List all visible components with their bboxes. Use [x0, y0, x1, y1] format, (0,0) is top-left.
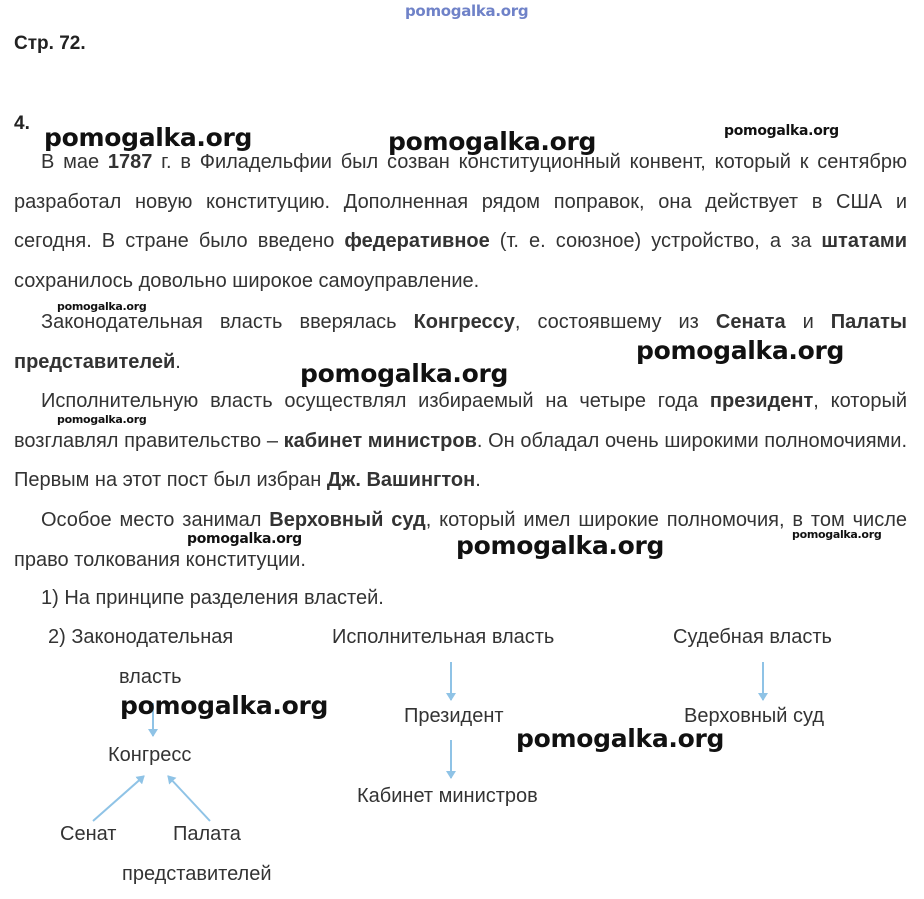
p3-text-2: , который возглавлял правительство – [14, 390, 907, 452]
watermark-9: pomogalka.org [456, 531, 665, 560]
diagram-judicial: Судебная власть [673, 626, 832, 648]
p3-text-1: Исполнительную власть осуществлял избираемый на четыре года [41, 390, 710, 412]
page-label: Стр. 72. [14, 33, 86, 54]
watermark-2: pomogalka.org [388, 127, 597, 156]
answer-1: 1) На принципе разделения властей. [41, 587, 384, 609]
p3-text-4: . [475, 469, 481, 491]
p4-text-1: Особое место занимал [41, 509, 270, 531]
diagram-congress: Конгресс [108, 744, 192, 766]
p1-text-3: (т. е. союзное) устройство, а за [489, 230, 822, 252]
watermark-6: pomogalka.org [300, 359, 509, 388]
p4-text-2: , который имел широкие полномочия, в том числе право толкования конституции. [14, 509, 907, 571]
diagram-executive: Исполнительная власть [332, 626, 555, 648]
watermark-5: pomogalka.org [636, 336, 845, 365]
p2-text-4: . [175, 350, 181, 373]
arrow-senate-to-congress [93, 776, 144, 821]
p2-bold-senate: Сената [715, 311, 786, 333]
watermark-12: pomogalka.org [516, 724, 725, 753]
p3-bold-president: президент [709, 390, 814, 412]
p1-text-1: В мае [41, 151, 108, 173]
diagram-legislative-line2: власть [119, 666, 182, 688]
p2-bold-congress: Конгрессу [413, 311, 515, 333]
p2-bold-house: Палаты представителей [14, 311, 907, 373]
watermark-11: pomogalka.org [120, 691, 329, 720]
p3-bold-washington: Дж. Вашингтон [326, 469, 476, 491]
p1-text-2: г. в Филадельфии был созван конституционный конвент, который к сентябрю разработал новую конституцию. Дополненная рядом поправок, она действует в США и сегодня. В стране было введено [14, 151, 908, 252]
watermark-top: pomogalka.org [405, 2, 529, 20]
p1-text-4: сохранилось довольно широкое самоуправление. [14, 269, 480, 292]
p2-text-2: , состоявшему из [514, 311, 716, 333]
watermark-10: pomogalka.org [792, 528, 882, 541]
p2-text-3: и [785, 311, 831, 333]
watermark-4: pomogalka.org [57, 300, 147, 313]
p2-text-1: Законодательная власть вверялась [41, 311, 414, 333]
task-number: 4. [14, 113, 30, 134]
p1-bold-states: штатами [821, 230, 907, 252]
p4-bold-supreme-court: Верховный суд [269, 509, 426, 531]
p1-bold-year: 1787 [107, 151, 153, 173]
p1-bold-federative: федеративное [344, 230, 490, 252]
diagram-supreme-court: Верховный суд [684, 705, 825, 727]
watermark-3: pomogalka.org [724, 123, 839, 139]
p3-text-3: . Он обладал очень широкими полномочиями. Первым на этот пост был избран [14, 429, 907, 491]
arrow-house-to-congress [168, 776, 210, 821]
diagram-house-line2: представителей [122, 863, 272, 885]
diagram-house-line1: Палата [173, 823, 241, 845]
watermark-7: pomogalka.org [57, 413, 147, 426]
diagram-cabinet: Кабинет министров [357, 785, 538, 807]
diagram-senate: Сенат [60, 823, 117, 845]
watermark-1: pomogalka.org [44, 123, 253, 152]
p3-bold-cabinet: кабинет министров [283, 429, 477, 452]
diagram-legislative-line1: 2) Законодательная [48, 626, 234, 648]
watermark-8: pomogalka.org [187, 531, 302, 547]
diagram-president: Президент [404, 705, 504, 727]
